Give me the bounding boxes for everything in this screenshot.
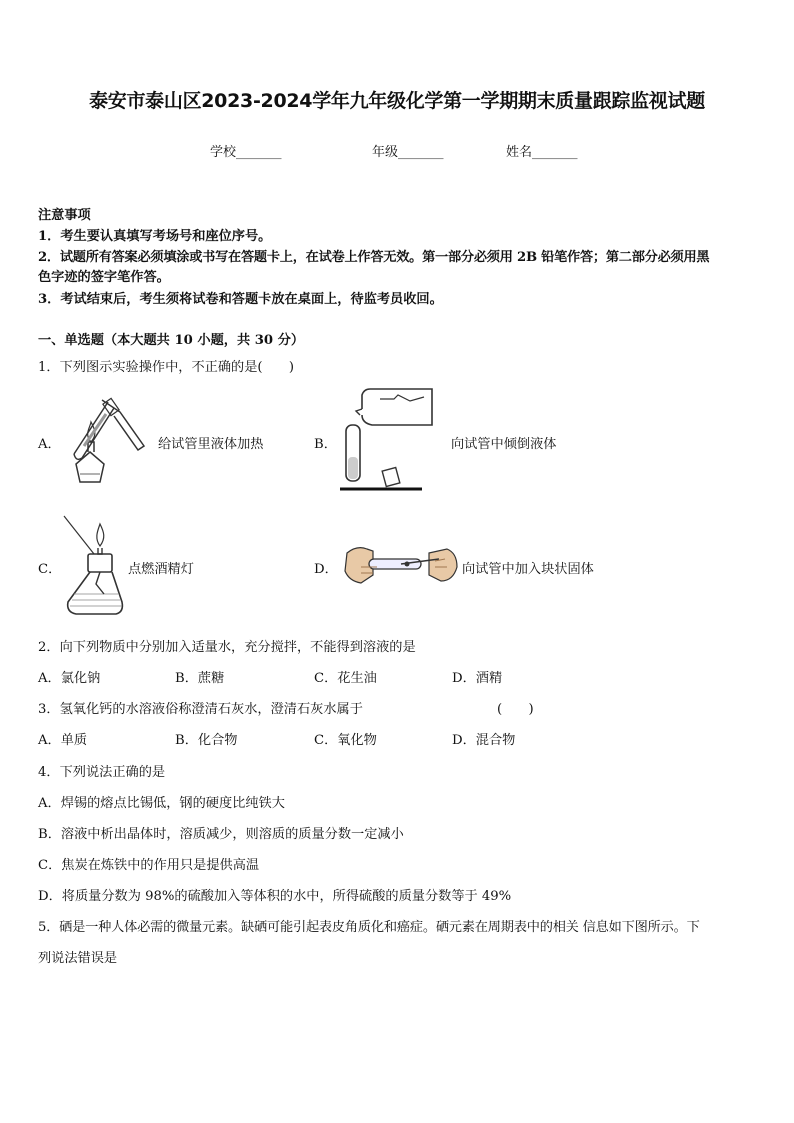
- question-stem-5-cont: 列说法错误是: [38, 951, 118, 966]
- option-letter-b: B．: [314, 437, 337, 452]
- option-letter-c: C．: [38, 562, 62, 577]
- name-field: 姓名_______: [506, 145, 578, 160]
- q2-option: B．蔗糖: [175, 671, 225, 686]
- notice-item: 1．考生要认真填写考场号和座位序号。: [38, 229, 272, 244]
- school-field: 学校_______: [210, 145, 282, 160]
- q4-option: B．溶液中析出晶体时，溶质减少，则溶质的质量分数一定减小: [38, 827, 404, 842]
- question-stem-2: 2．向下列物质中分别加入适量水，充分搅拌，不能得到溶液的是: [38, 640, 416, 655]
- option-text-c: 点燃酒精灯: [128, 562, 194, 577]
- adding-solid-icon: [343, 541, 459, 587]
- q2-option: A．氯化钠: [38, 671, 101, 686]
- section-heading: 一、单选题（本大题共 10 小题，共 30 分）: [38, 333, 305, 348]
- q2-option: D．酒精: [452, 671, 503, 686]
- q3-option: A．单质: [38, 733, 88, 748]
- question-stem-4: 4．下列说法正确的是: [38, 765, 166, 780]
- option-letter-a: A．: [38, 437, 61, 452]
- q3-option: C．氧化物: [314, 733, 377, 748]
- q4-option: C．焦炭在炼铁中的作用只是提供高温: [38, 858, 260, 873]
- notice-heading: 注意事项: [38, 208, 91, 223]
- answer-parenthesis: ( ): [497, 702, 534, 717]
- lighting-alcohol-lamp-icon: [60, 514, 126, 618]
- option-text-b: 向试管中倾倒液体: [451, 437, 557, 452]
- option-text-a: 给试管里液体加热: [158, 437, 264, 452]
- notice-item: 色字迹的签字笔作答。: [38, 270, 170, 285]
- q3-option: D．混合物: [452, 733, 516, 748]
- pouring-liquid-icon: [340, 385, 440, 493]
- page-title: 泰安市泰山区2023-2024学年九年级化学第一学期期末质量跟踪监视试题: [89, 90, 705, 112]
- option-letter-d: D．: [314, 562, 338, 577]
- notice-item: 3．考试结束后，考生须将试卷和答题卡放在桌面上，待监考员收回。: [38, 292, 443, 307]
- q4-option: D．将质量分数为 98%的硫酸加入等体积的水中，所得硫酸的质量分数等于 49%: [38, 889, 512, 904]
- q3-option: B．化合物: [175, 733, 238, 748]
- notice-item: 2．试题所有答案必须填涂或书写在答题卡上，在试卷上作答无效。第一部分必须用 2B 铅笔作答；第二部分必须用黑: [38, 250, 710, 265]
- question-stem-1: 1．下列图示实验操作中，不正确的是( ): [38, 360, 295, 375]
- question-stem-5: 5．硒是一种人体必需的微量元素。缺硒可能引起表皮角质化和癌症。硒元素在周期表中的相关 信息如下图所示。下: [38, 920, 700, 935]
- option-text-d: 向试管中加入块状固体: [462, 562, 594, 577]
- grade-field: 年级_______: [372, 145, 444, 160]
- q4-option: A．焊锡的熔点比锡低，钢的硬度比纯铁大: [38, 796, 285, 811]
- heating-test-tube-icon: [62, 394, 157, 494]
- q2-option: C．花生油: [314, 671, 377, 686]
- question-stem-3: 3．氢氧化钙的水溶液俗称澄清石灰水，澄清石灰水属于: [38, 702, 363, 717]
